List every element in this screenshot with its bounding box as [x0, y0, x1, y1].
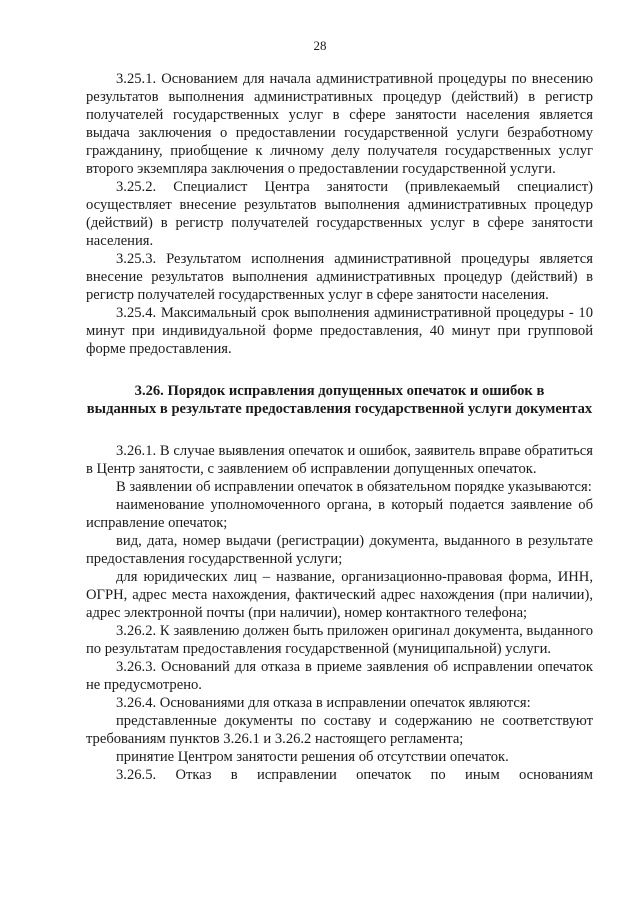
paragraph-document-details: вид, дата, номер выдачи (регистрации) документа, выданного в результате предоставления государственной услуги; [86, 533, 593, 567]
paragraph-3-26-2: 3.26.2. К заявлению должен быть приложен оригинал документа, выданного по результатам предоставления государственной (муниципальной) услуги. [86, 623, 593, 657]
paragraph-legal-entities: для юридических лиц – название, организационно-правовая форма, ИНН, ОГРН, адрес места нахождения, фактический адрес нахождения (при наличии), адрес электронной почты (при наличии), номер контактного телефона; [86, 569, 593, 621]
heading-line-1: 3.26. Порядок исправления допущенных опечаток и ошибок в [134, 383, 545, 399]
paragraph-3-25-3: 3.25.3. Результатом исполнения административной процедуры является внесение результатов выполнения административных процедур (действий) в регистр получателей государственных услуг в сфере занятости населения. [86, 251, 593, 303]
paragraph-no-errors-decision: принятие Центром занятости решения об отсутствии опечаток. [116, 749, 509, 765]
paragraph-3-26-5: 3.26.5. Отказ в исправлении опечаток по иным основаниям [116, 767, 593, 783]
paragraph-documents-mismatch: представленные документы по составу и содержанию не соответствуют требованиям пунктов 3.26.1 и 3.26.2 настоящего регламента; [86, 713, 593, 747]
document-body [86, 70, 593, 784]
paragraph-3-25-4: 3.25.4. Максимальный срок выполнения административной процедуры - 10 минут при индивидуальной форме предоставления, 40 минут при групповой форме предоставления. [86, 305, 593, 357]
paragraph-application-contents: В заявлении об исправлении опечаток в обязательном порядке указываются: [116, 479, 592, 495]
page-number: 28 [313, 38, 327, 53]
heading-line-2: выданных в результате предоставления государственной услуги документах [86, 401, 593, 417]
paragraph-3-25-2: 3.25.2. Специалист Центра занятости (привлекаемый специалист) осуществляет внесение результатов выполнения административных процедур (действий) в регистр получателей государственных услуг в сфере занятости населения. [86, 179, 593, 249]
paragraph-3-26-4: 3.26.4. Основаниями для отказа в исправлении опечаток являются: [116, 695, 531, 711]
paragraph-3-26-3: 3.26.3. Оснований для отказа в приеме заявления об исправлении опечаток не предусмотрено. [86, 659, 593, 693]
paragraph-authority-name: наименование уполномоченного органа, в который подается заявление об исправление опечаток; [86, 497, 593, 531]
paragraph-3-26-1: 3.26.1. В случае выявления опечаток и ошибок, заявитель вправе обратиться в Центр занятости, с заявлением об исправлении допущенных опечаток. [86, 443, 593, 477]
section-heading-3-26 [86, 382, 593, 418]
paragraph-3-25-1: 3.25.1. Основанием для начала административной процедуры по внесению результатов выполнения административных процедур (действий) в регистр получателей государственных услуг в сфере занятости населения является выдача заключения о предоставлении государственной услуги безработному гражданину, приобщение к личному делу получателя государственных услуг второго экземпляра заключения о предоставлении государственной услуги. [86, 71, 593, 177]
